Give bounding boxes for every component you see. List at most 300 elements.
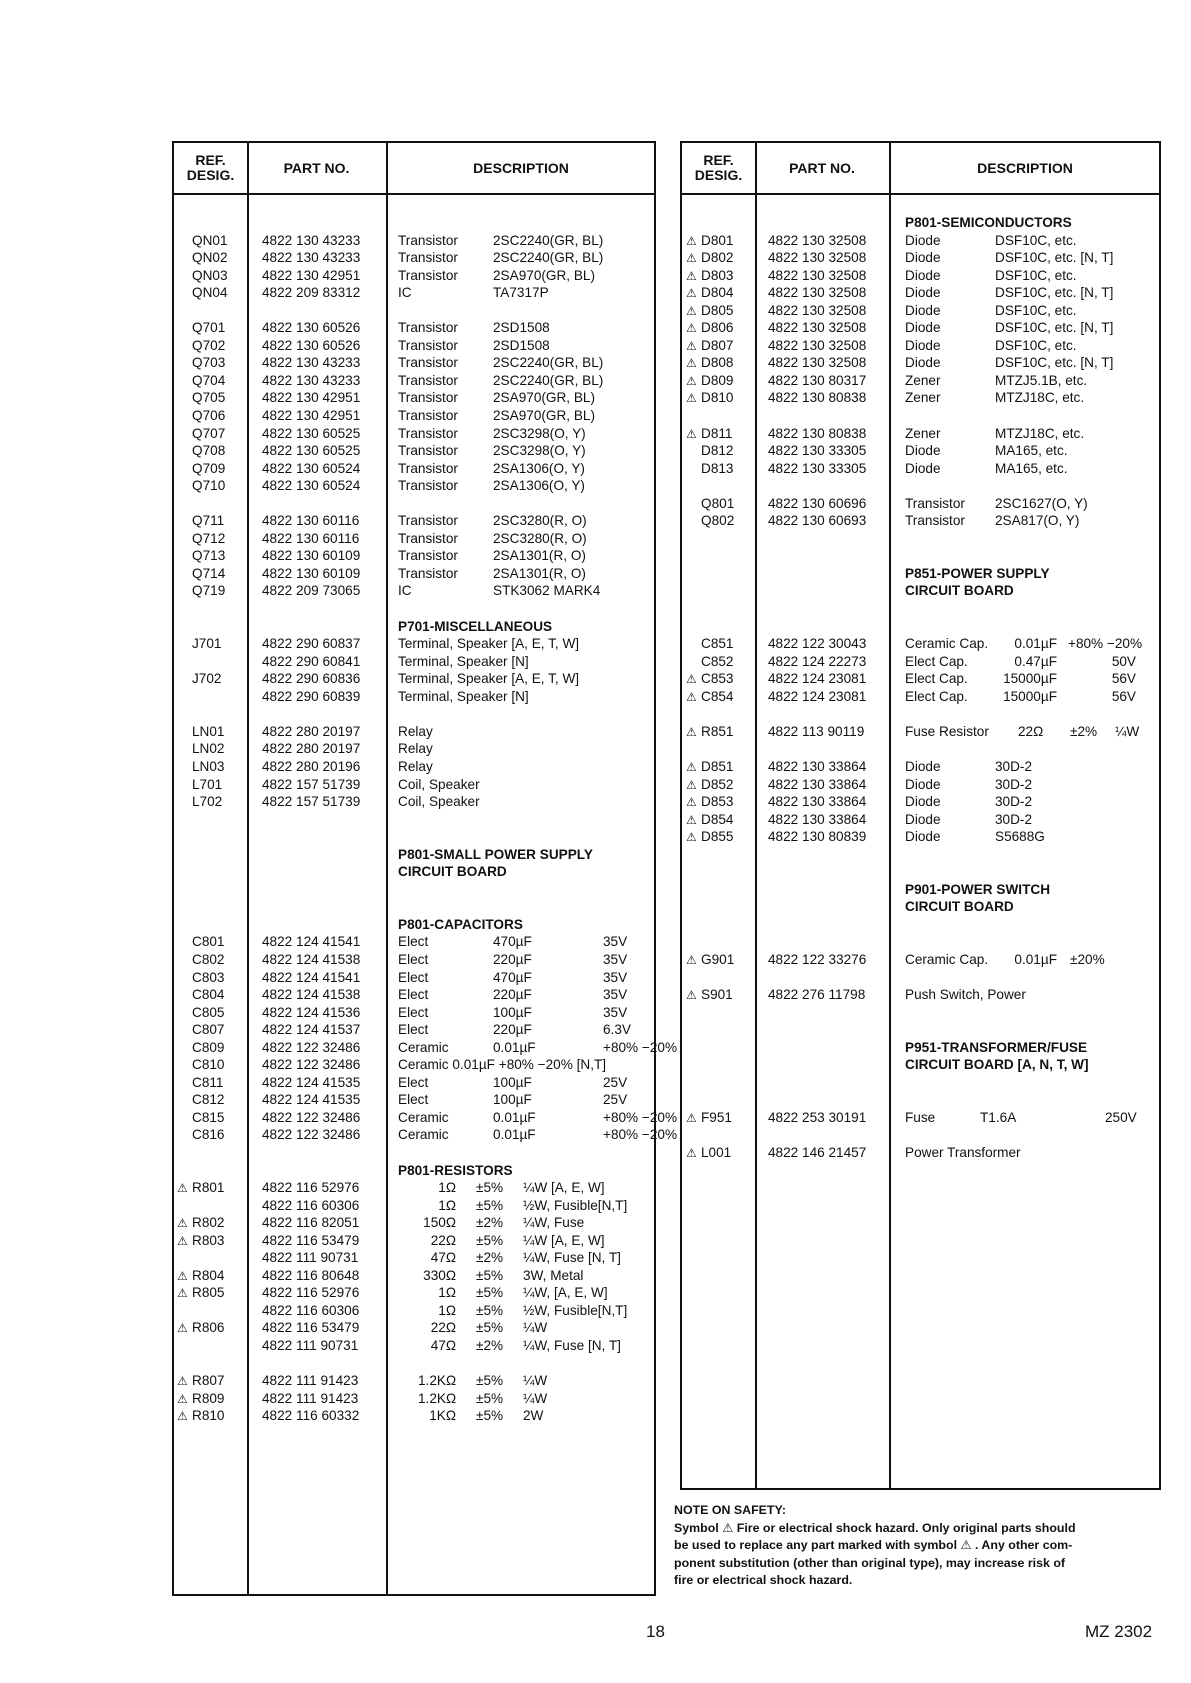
part-number: 4822 111 91423 <box>262 1390 359 1406</box>
header-description: DESCRIPTION <box>473 159 569 176</box>
table-row <box>174 741 654 759</box>
spacer <box>174 215 654 233</box>
description-rating: 35V <box>603 969 628 985</box>
description-spec: S5688G <box>995 829 1045 845</box>
part-number: 4822 113 90119 <box>768 723 865 739</box>
ref-designator: L001 <box>701 1144 732 1160</box>
description-spec: 0.47µF <box>1014 653 1057 669</box>
warning-icon: ⚠ <box>686 391 697 406</box>
table-row <box>174 952 654 970</box>
part-number: 4822 122 32486 <box>262 1127 361 1143</box>
description-spec: 2SC2240(GR, BL) <box>493 372 604 388</box>
part-number: 4822 130 60525 <box>262 443 361 459</box>
description-rating: 35V <box>603 951 628 967</box>
description-type: Diode <box>905 829 941 845</box>
table-row <box>174 268 654 286</box>
ref-designator: R807 <box>192 1373 225 1389</box>
description-spec: TA7317P <box>493 285 549 301</box>
tolerance: ±5% <box>476 1267 504 1283</box>
ref-designator: C816 <box>192 1127 225 1143</box>
part-number: 4822 130 43233 <box>262 232 361 248</box>
spacer <box>682 478 1159 496</box>
warning-icon: ⚠ <box>686 724 697 739</box>
table-row <box>174 1180 654 1198</box>
resistance-value: 1Ω <box>438 1180 456 1196</box>
ref-designator: R802 <box>192 1215 225 1231</box>
description-type: Elect <box>398 1092 429 1108</box>
ref-designator: Q704 <box>192 372 226 388</box>
section-heading <box>174 619 654 637</box>
description-rating: 56V <box>1111 671 1136 687</box>
description-type: Transistor <box>398 250 458 266</box>
description-spec: T1.6A <box>980 1109 1017 1125</box>
spacer <box>174 303 654 321</box>
tolerance: ±5% <box>476 1390 504 1406</box>
description-spec: 0.01µF <box>1014 636 1057 652</box>
section-title: CIRCUIT BOARD <box>905 583 1014 599</box>
tolerance: ±5% <box>476 1302 504 1318</box>
part-number: 4822 130 60525 <box>262 425 361 441</box>
part-number: 4822 116 60306 <box>262 1302 360 1318</box>
description-spec: 2SC3280(R, O) <box>493 513 587 529</box>
warning-icon: ⚠ <box>177 1374 188 1389</box>
description-type: Diode <box>905 460 941 476</box>
description-spec: 470µF <box>493 969 532 985</box>
ref-designator: D809 <box>701 372 734 388</box>
table-row <box>174 355 654 373</box>
tolerance: ±5% <box>476 1285 504 1301</box>
table-row <box>682 952 1159 970</box>
section-heading <box>174 917 654 935</box>
spacer <box>682 847 1159 865</box>
warning-icon: ⚠ <box>686 830 697 845</box>
table-row <box>174 1005 654 1023</box>
table-row <box>682 355 1159 373</box>
ref-designator: G901 <box>701 951 735 967</box>
ref-designator: D808 <box>701 355 734 371</box>
description-type: Terminal, Speaker [N] <box>398 653 529 669</box>
description-rating: 35V <box>603 987 628 1003</box>
description-spec: 2SA970(GR, BL) <box>493 267 595 283</box>
table-row <box>682 777 1159 795</box>
description-spec: MTZJ5.1B, etc. <box>995 372 1088 388</box>
description-spec: 2SC1627(O, Y) <box>995 495 1088 511</box>
part-number: 4822 116 82051 <box>262 1215 360 1231</box>
ref-designator: Q801 <box>701 495 735 511</box>
table-row <box>174 654 654 672</box>
part-number: 4822 130 80839 <box>768 829 867 845</box>
ref-designator: Q701 <box>192 320 226 336</box>
section-heading <box>174 864 654 882</box>
ref-designator: D855 <box>701 829 734 845</box>
part-number: 4822 124 41537 <box>262 1022 361 1038</box>
part-number: 4822 130 80838 <box>768 390 867 406</box>
ref-designator: D810 <box>701 390 734 406</box>
description-rating: +80% −20% <box>1068 636 1143 652</box>
part-number: 4822 130 60109 <box>262 548 361 564</box>
description-spec: MTZJ18C, etc. <box>995 425 1085 441</box>
description-type: Elect <box>398 1074 429 1090</box>
part-number: 4822 124 41538 <box>262 951 361 967</box>
part-number: 4822 130 32508 <box>768 285 867 301</box>
description-type: IC <box>398 285 412 301</box>
rating: ¼W [A, E, W] <box>523 1232 605 1248</box>
ref-designator: C854 <box>701 688 734 704</box>
description-type: Push Switch, Power <box>905 987 1026 1003</box>
ref-designator: D807 <box>701 337 734 353</box>
tolerance: ±2% <box>476 1215 504 1231</box>
ref-designator: Q710 <box>192 478 226 494</box>
description-type: Transistor <box>398 565 458 581</box>
part-number: 4822 130 32508 <box>768 302 867 318</box>
warning-icon: ⚠ <box>177 1321 188 1336</box>
table-row <box>174 1233 654 1251</box>
table-row <box>174 1215 654 1233</box>
warning-icon: ⚠ <box>686 689 697 704</box>
rating: ½W, Fusible[N,T] <box>523 1197 628 1213</box>
table-row <box>174 390 654 408</box>
table-row <box>682 654 1159 672</box>
warning-icon: ⚠ <box>686 988 697 1003</box>
part-number: 4822 130 33864 <box>768 776 867 792</box>
ref-designator: Q709 <box>192 460 226 476</box>
description-spec: 30D-2 <box>995 758 1033 774</box>
left-rows <box>174 215 678 1426</box>
ref-designator: Q702 <box>192 337 226 353</box>
warning-icon: ⚠ <box>686 759 697 774</box>
ref-designator: C802 <box>192 951 225 967</box>
part-number: 4822 130 33305 <box>768 460 867 476</box>
part-number: 4822 290 60841 <box>262 653 361 669</box>
spacer <box>174 829 654 847</box>
ref-designator: C809 <box>192 1039 225 1055</box>
description-type: Zener <box>905 372 941 388</box>
right-rows <box>682 215 1159 1163</box>
description-rating: +80% −20% <box>603 1109 678 1125</box>
ref-designator: D812 <box>701 443 734 459</box>
table-row <box>174 1057 654 1075</box>
section-title: P701-MISCELLANEOUS <box>398 618 553 634</box>
safety-note-line: Symbol ⚠ Fire or electrical shock hazard. Only original parts should <box>674 1520 1076 1535</box>
section-title: P851-POWER SUPPLY <box>905 565 1050 581</box>
description-type: Transistor <box>398 267 458 283</box>
spacer <box>682 917 1159 935</box>
warning-icon: ⚠ <box>686 1145 697 1160</box>
description-spec: 2SA970(GR, BL) <box>493 390 595 406</box>
part-number: 4822 124 23081 <box>768 671 867 687</box>
part-number: 4822 280 20197 <box>262 723 361 739</box>
ref-designator: D804 <box>701 285 734 301</box>
ref-designator: Q712 <box>192 530 226 546</box>
description-spec: 2SC2240(GR, BL) <box>493 355 604 371</box>
part-number: 4822 124 41538 <box>262 987 361 1003</box>
table-row <box>174 513 654 531</box>
spacer <box>682 706 1159 724</box>
warning-icon: ⚠ <box>686 321 697 336</box>
ref-designator: QN04 <box>192 285 228 301</box>
ref-designator: J701 <box>192 636 222 652</box>
ref-designator: D852 <box>701 776 734 792</box>
section-heading <box>682 215 1159 233</box>
spacer <box>682 970 1159 988</box>
part-number: 4822 130 60696 <box>768 495 867 511</box>
description-type: Transistor <box>398 460 458 476</box>
table-row <box>174 1285 654 1303</box>
description-type: Relay <box>398 723 433 739</box>
spacer <box>682 1075 1159 1093</box>
part-number: 4822 130 43233 <box>262 372 361 388</box>
ref-designator: Q707 <box>192 425 226 441</box>
section-title: CIRCUIT BOARD <box>398 864 507 880</box>
description-type: Elect Cap. <box>905 688 968 704</box>
section-title: P901-POWER SWITCH <box>905 881 1051 897</box>
table-row <box>174 724 654 742</box>
header-ref: REF. DESIG. <box>186 152 235 183</box>
part-number: 4822 130 42951 <box>262 267 361 283</box>
description-type: Fuse Resistor <box>905 723 989 739</box>
description-type: Zener <box>905 425 941 441</box>
part-number: 4822 130 33864 <box>768 758 867 774</box>
description-spec: 2SD1508 <box>493 337 550 353</box>
ref-designator: C852 <box>701 653 734 669</box>
section-heading <box>682 566 1159 584</box>
section-title: P801-RESISTORS <box>398 1162 513 1178</box>
part-number: 4822 124 41535 <box>262 1074 361 1090</box>
section-title: P801-SEMICONDUCTORS <box>905 215 1072 230</box>
ref-designator: D854 <box>701 811 734 827</box>
spacer <box>682 531 1159 549</box>
warning-icon: ⚠ <box>686 426 697 441</box>
description-spec: 0.01µF <box>493 1039 536 1055</box>
warning-icon: ⚠ <box>686 777 697 792</box>
spacer <box>682 864 1159 882</box>
part-number: 4822 130 60526 <box>262 337 361 353</box>
resistance-value: 150Ω <box>423 1215 456 1231</box>
description-type: Coil, Speaker <box>398 776 480 792</box>
description-rating: +80% −20% <box>603 1039 678 1055</box>
description-spec: STK3062 MARK4 <box>493 583 601 599</box>
table-row <box>174 689 654 707</box>
description-type: Transistor <box>398 232 458 248</box>
description-spec: DSF10C, etc. <box>995 232 1077 248</box>
ref-designator: Q714 <box>192 565 226 581</box>
description-type: Diode <box>905 794 941 810</box>
section-title: CIRCUIT BOARD [A, N, T, W] <box>905 1057 1089 1073</box>
warning-icon: ⚠ <box>686 952 697 967</box>
description-type: Transistor <box>905 495 965 511</box>
part-number: 4822 122 32486 <box>262 1057 361 1073</box>
warning-icon: ⚠ <box>686 251 697 266</box>
part-number: 4822 111 91423 <box>262 1373 359 1389</box>
table-row <box>682 496 1159 514</box>
ref-designator: D806 <box>701 320 734 336</box>
ref-designator: C815 <box>192 1109 225 1125</box>
section-title: P801-SMALL POWER SUPPLY <box>398 846 593 862</box>
table-row <box>174 1408 654 1426</box>
part-number: 4822 130 32508 <box>768 267 867 283</box>
description-spec: DSF10C, etc. [N, T] <box>995 285 1114 301</box>
ref-designator: L701 <box>192 776 223 792</box>
part-number: 4822 157 51739 <box>262 794 361 810</box>
ref-designator: C810 <box>192 1057 225 1073</box>
parts-table-right <box>680 141 1161 1490</box>
description-spec: DSF10C, etc. <box>995 302 1077 318</box>
table-row <box>682 443 1159 461</box>
table-row <box>174 759 654 777</box>
ref-designator: C851 <box>701 636 734 652</box>
table-row <box>174 1092 654 1110</box>
spacer <box>174 899 654 917</box>
warning-icon: ⚠ <box>686 672 697 687</box>
resistance-value: 1Ω <box>438 1285 456 1301</box>
description-spec: 220µF <box>493 987 532 1003</box>
table-row <box>682 320 1159 338</box>
ref-designator: Q802 <box>701 513 735 529</box>
warning-icon: ⚠ <box>177 1391 188 1406</box>
spacer <box>682 1005 1159 1023</box>
part-number: 4822 124 41541 <box>262 934 361 950</box>
table-row <box>682 987 1159 1005</box>
part-number: 4822 157 51739 <box>262 776 361 792</box>
description-type: Diode <box>905 776 941 792</box>
warning-icon: ⚠ <box>686 1110 697 1125</box>
ref-designator: S901 <box>701 987 733 1003</box>
parts-table-left <box>172 141 678 1596</box>
ref-designator: Q711 <box>192 513 225 529</box>
description-type: Ceramic <box>398 1127 449 1143</box>
description-spec: 2SA1301(R, O) <box>493 548 586 564</box>
part-number: 4822 130 60109 <box>262 565 361 581</box>
table-row <box>174 338 654 356</box>
model-number: MZ 2302 <box>1085 1622 1153 1641</box>
table-row <box>682 268 1159 286</box>
tolerance: ±5% <box>476 1373 504 1389</box>
warning-icon: ⚠ <box>686 338 697 353</box>
part-number: 4822 130 32508 <box>768 355 867 371</box>
table-row <box>174 777 654 795</box>
rating: ½W, Fusible[N,T] <box>523 1302 628 1318</box>
description-spec: 2SA1306(O, Y) <box>493 478 585 494</box>
description-spec: MA165, etc. <box>995 460 1068 476</box>
table-row <box>174 531 654 549</box>
table-row <box>174 548 654 566</box>
description-spec: 100µF <box>493 1092 532 1108</box>
description-type: Elect Cap. <box>905 653 968 669</box>
table-row <box>682 250 1159 268</box>
ref-designator: C801 <box>192 934 225 950</box>
tolerance: ±5% <box>476 1232 504 1248</box>
ref-designator: D811 <box>701 425 733 441</box>
warning-icon: ⚠ <box>177 1268 188 1283</box>
part-number: 4822 130 32508 <box>768 250 867 266</box>
table-row <box>174 250 654 268</box>
table-row <box>174 1373 654 1391</box>
description-type: Transistor <box>398 320 458 336</box>
part-number: 4822 130 80317 <box>768 372 867 388</box>
rating: ¼W <box>523 1390 548 1406</box>
section-title: P801-CAPACITORS <box>398 916 523 932</box>
ref-designator: D853 <box>701 794 734 810</box>
part-number: 4822 130 80838 <box>768 425 867 441</box>
table-row <box>174 934 654 952</box>
description-type: IC <box>398 583 412 599</box>
page-number: 18 <box>646 1622 665 1641</box>
table-row <box>174 636 654 654</box>
part-number: 4822 130 32508 <box>768 232 867 248</box>
resistance-value: 1Ω <box>438 1197 456 1213</box>
description-type: Transistor <box>398 390 458 406</box>
part-number: 4822 290 60837 <box>262 636 361 652</box>
header-part: PART NO. <box>283 159 350 176</box>
ref-designator: D851 <box>701 758 734 774</box>
description-spec: 0.01µF <box>493 1109 536 1125</box>
safety-note-line: fire or electrical shock hazard. <box>674 1573 853 1587</box>
warning-icon: ⚠ <box>686 303 697 318</box>
ref-designator: QN03 <box>192 267 228 283</box>
description-type: Diode <box>905 267 941 283</box>
part-number: 4822 111 90731 <box>262 1338 359 1353</box>
part-number: 4822 122 32486 <box>262 1039 361 1055</box>
ref-designator: R806 <box>192 1320 225 1336</box>
description-spec: 2SA970(GR, BL) <box>493 408 595 424</box>
resistance-value: 1Ω <box>438 1302 456 1318</box>
part-number: 4822 146 21457 <box>768 1144 867 1160</box>
part-number: 4822 116 53479 <box>262 1320 360 1336</box>
part-number: 4822 124 41541 <box>262 969 361 985</box>
section-heading <box>682 882 1159 900</box>
ref-designator: Q705 <box>192 390 226 406</box>
description-type: Zener <box>905 390 941 406</box>
description-spec: 0.01µF <box>1014 951 1057 967</box>
description-spec: 15000µF <box>1003 671 1057 687</box>
part-number: 4822 130 33864 <box>768 811 867 827</box>
table-row <box>174 566 654 584</box>
spacer <box>682 1127 1159 1145</box>
part-number: 4822 116 53479 <box>262 1232 360 1248</box>
description-type: Transistor <box>398 372 458 388</box>
safety-note-title: NOTE ON SAFETY: <box>674 1503 786 1517</box>
table-row <box>682 759 1159 777</box>
ref-designator: Q708 <box>192 443 226 459</box>
warning-icon: ⚠ <box>686 268 697 283</box>
table-row <box>174 1109 678 1128</box>
safety-note-line: ponent substitution (other than original type), may increase risk of <box>674 1555 1066 1570</box>
part-number: 4822 276 11798 <box>768 987 866 1003</box>
spacer <box>174 706 654 724</box>
safety-note <box>674 1502 1159 1590</box>
description-rating: ±20% <box>1070 951 1105 967</box>
description-type: Ceramic 0.01µF +80% −20% [N,T] <box>398 1057 607 1073</box>
warning-icon: ⚠ <box>686 286 697 301</box>
description-spec: DSF10C, etc. [N, T] <box>995 320 1114 336</box>
description-spec: DSF10C, etc. [N, T] <box>995 355 1114 371</box>
tolerance: ±5% <box>476 1408 504 1424</box>
table-row <box>174 1268 654 1286</box>
description-type: Diode <box>905 337 941 353</box>
table-row <box>174 1250 654 1268</box>
part-number: 4822 280 20197 <box>262 741 361 757</box>
table-row <box>174 1303 654 1321</box>
description-spec: 2SD1508 <box>493 320 550 336</box>
ref-designator: D813 <box>701 460 734 476</box>
table-row <box>174 583 654 601</box>
description-type: Ceramic Cap. <box>905 951 989 967</box>
ref-designator: Q719 <box>192 583 226 599</box>
ref-designator: D802 <box>701 250 734 266</box>
description-type: Power Transformer <box>905 1144 1021 1160</box>
rating: ¼W, [A, E, W] <box>523 1285 608 1301</box>
description-type: Transistor <box>398 513 458 529</box>
